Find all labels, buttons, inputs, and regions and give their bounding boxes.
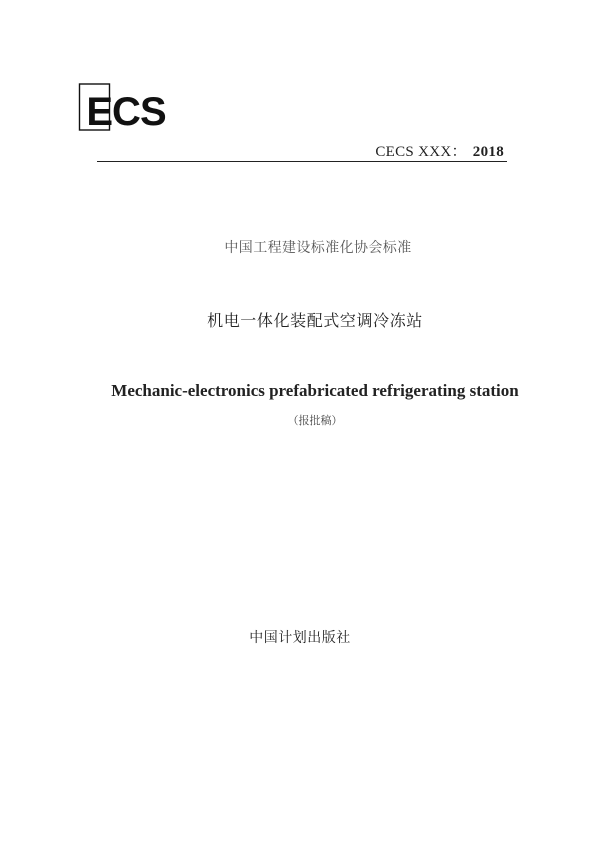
chinese-title: 机电一体化装配式空调冷冻站 (207, 311, 423, 330)
draft-note: （报批稿） (287, 414, 343, 427)
standard-year: 2018 (472, 144, 504, 160)
standard-number (300, 140, 504, 161)
ecs-logo (78, 78, 170, 144)
publisher: 中国计划出版社 (249, 630, 351, 646)
svg-text:ECS: ECS (86, 90, 166, 134)
english-title: Mechanic-electronics prefabricated refrigerating station (111, 381, 519, 400)
standard-code: CECS XXX： (375, 144, 467, 160)
association-name: 中国工程建设标准化协会标准 (224, 240, 412, 256)
header-rule (97, 161, 507, 162)
